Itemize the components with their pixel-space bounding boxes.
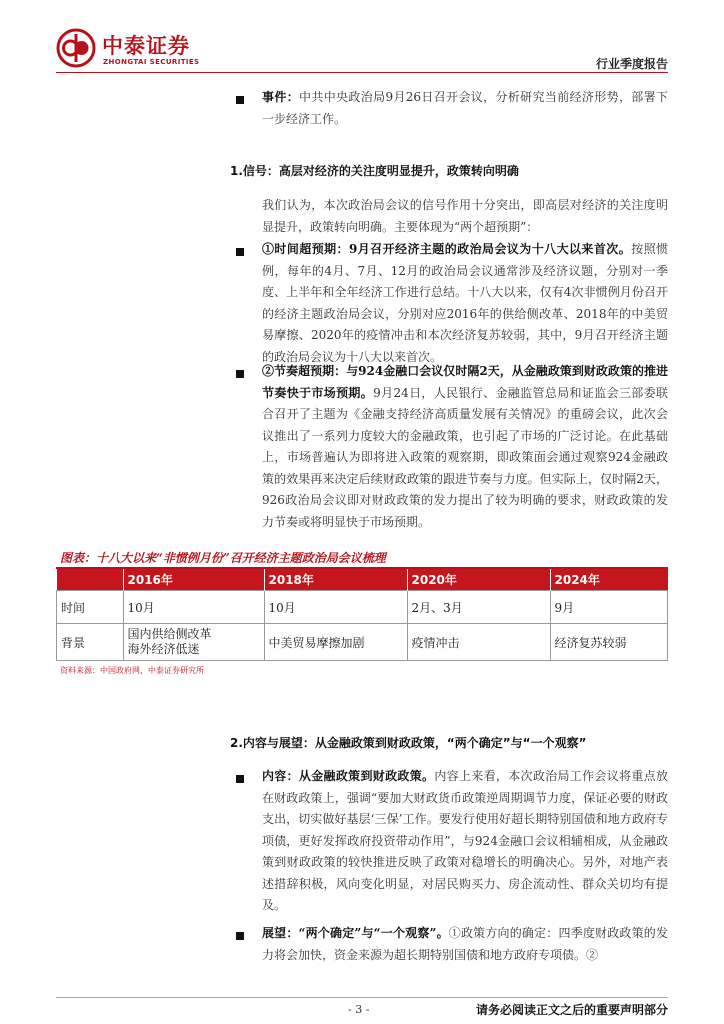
footer-disclaimer: 请务必阅读正文之后的重要声明部分 [475,1003,668,1017]
outlook-bold: 展望：“两个确定”与“一个观察”。 [262,926,449,940]
table-cell: 10月 [123,591,264,624]
table-row [57,624,668,661]
point1-bold: ①时间超预期：9月召开经济主题的政治局会议为十八大以来首次。 [262,242,632,256]
bullet-icon [236,96,244,104]
bullet-icon [236,932,244,940]
event-label: 事件： [262,90,300,104]
logo-english-name: ZHONGTAI SECURITIES [103,58,200,66]
table-cell: 中美贸易摩擦加剧 [264,624,407,661]
section1-intro: 我们认为，本次政治局会议的信号作用十分突出，即高层对经济的关注度明显提升，政策转向明确。主要体现为“两个超预期”： [262,198,668,234]
point1-paragraph [262,239,668,368]
report-type-label: 行业季度报告 [595,57,668,71]
table-header-cell: 2018年 [264,569,407,591]
table-header-row [57,569,668,591]
bullet-icon [236,775,244,783]
content-bold: 内容：从金融政策到财政政策。 [262,769,435,783]
table-cell: 10月 [264,591,407,624]
section2-heading: 2.内容与展望：从金融政策到财政政策，“两个确定”与“一个观察” [230,736,587,750]
point2-text: 9月24日，人民银行、金融监管总局和证监会三部委联合召开了主题为《金融支持经济高质量发展有关情况》的重磅会议，此次会议推出了一系列力度较大的金融政策，也引起了市场的广泛讨论。在此基础上，市场普遍认为即将进入政策的观察期，即政策面会通过观察924金融政策的效果再来决定后续财政政策的跟进节奏与力度。但实际上，仅时隔2天，926政治局会议即对财政政策的发力提出了较为明确的要求，财政政策的发力节奏或将明显快于市场预期。 [262,385,668,529]
table-row [57,591,668,624]
point2-paragraph [262,361,668,533]
table-cell: 经济复苏较弱 [550,624,668,661]
logo-mark-icon [56,28,96,68]
table-source-note: 资料来源：中国政府网，中泰证券研究所 [60,666,204,675]
section1-heading: 1.信号：高层对经济的关注度明显提升，政策转向明确 [230,164,519,178]
content-paragraph [262,766,668,917]
page-header [0,0,724,80]
outlook-paragraph [262,923,668,966]
table-header-cell: 2020年 [407,569,550,591]
table-header-cell [57,569,124,591]
table-cell: 时间 [57,591,124,624]
bullet-icon [236,370,244,378]
event-paragraph [262,87,668,130]
logo-chinese-name: 中泰证券 [102,34,190,58]
table-header-cell: 2024年 [550,569,668,591]
point1-text: 按照惯例，每年的4月、7月、12月的政治局会议通常涉及经济议题，分别对一季度、上半年和全年经济工作进行总结。十八大以来，仅有4次非惯例月份召开的经济主题政治局会议，分别对应2016年的供给侧改革、2018年的中美贸易摩擦、2020年的疫情冲击和本次经济复苏较弱，其中，9月召开经济主题的政治局会议为十八大以来首次。 [262,242,668,364]
table-title: 图表：十八大以来“非惯例月份”召开经济主题政治局会议梳理 [60,551,386,565]
bullet-icon [236,248,244,256]
table-header-cell: 2016年 [123,569,264,591]
footer-divider [56,997,668,998]
table-cell: 9月 [550,591,668,624]
content-text: 内容上来看，本次政治局工作会议将重点放在财政政策上，强调“要加大财政货币政策逆周期调节力度，保证必要的财政支出，切实做好基层‘三保’工作。要发行使用好超长期特别国债和地方政府专项债，更好发挥政府投资带动作用”，与924金融口会议相辅相成，从金融政策到财政政策的较快推进反映了政策对稳增长的明确决心。另外，对地产表述措辞积极，风向变化明显，对居民购买力、房企流动性、群众关切均有提及。 [262,769,668,912]
point2-bold: ②节奏超预期：与924金融口会议仅时隔2天，从金融政策到财政政策的推进节奏快于市场预期。 [262,364,668,400]
header-divider [56,72,668,73]
page-number: - 3 - [348,1003,370,1016]
table-cell: 疫情冲击 [407,624,550,661]
table-title-bar [56,548,668,569]
table-cell: 国内供给侧改革 海外经济低迷 [123,624,264,661]
event-text: 中共中央政治局9月26日召开会议，分析研究当前经济形势，部署下一步经济工作。 [262,90,668,126]
table-cell: 背景 [57,624,124,661]
meetings-table [56,569,668,661]
table-cell: 2月、3月 [407,591,550,624]
company-logo [56,28,246,76]
outlook-text: ①政策方向的确定：四季度财政政策的发力将会加快，资金来源为超长期特别国债和地方政府专项债。② [262,926,668,962]
